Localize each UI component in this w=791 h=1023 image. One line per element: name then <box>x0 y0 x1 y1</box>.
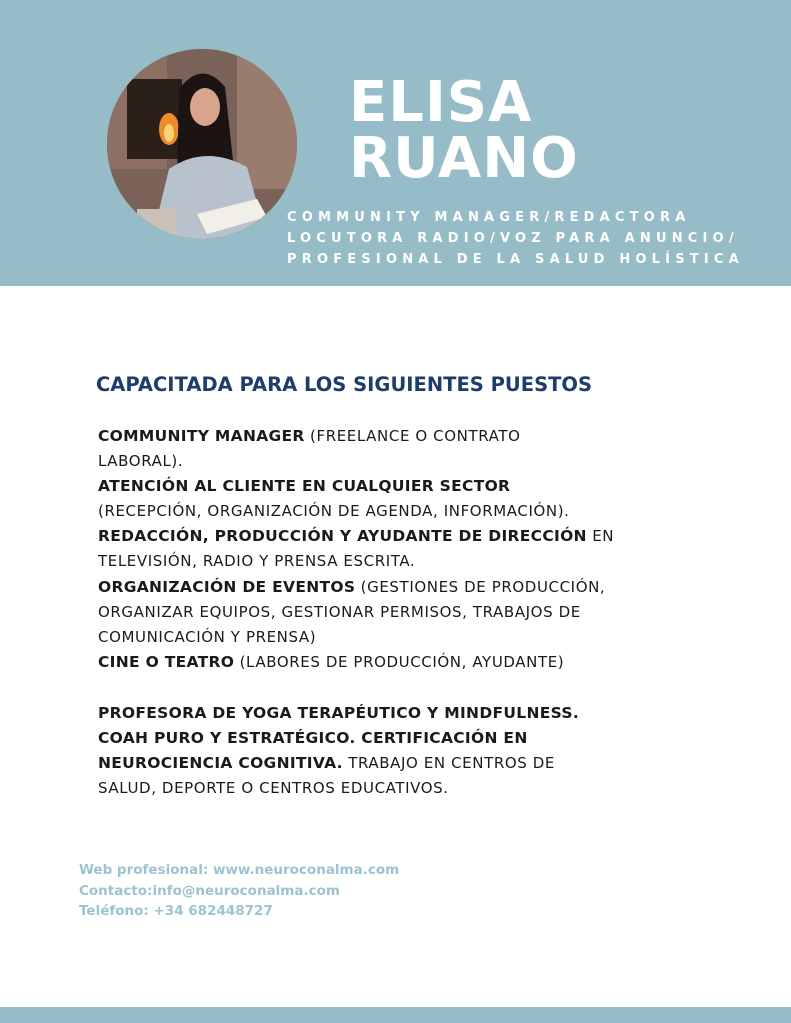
positions-line-10-text: (LABORES DE PRODUCCIÓN, AYUDANTE) <box>234 652 565 671</box>
positions-line-2 <box>98 449 718 474</box>
wellness-line-3-bold: NEUROCIENCIA COGNITIVA. <box>98 754 343 773</box>
positions-line-4-text: (RECEPCIÓN, ORGANIZACIÓN DE AGENDA, INFORMACIÓN). <box>98 502 570 521</box>
contact-block <box>79 860 399 922</box>
footer-bar <box>0 1007 791 1023</box>
positions-line-2-text: LABORAL). <box>98 452 184 471</box>
positions-line-10 <box>98 650 718 675</box>
positions-list <box>98 424 718 675</box>
positions-line-7-text: (GESTIONES DE PRODUCCIÓN, <box>355 577 606 596</box>
positions-line-3 <box>98 474 718 499</box>
positions-line-6-text: TELEVISIÓN, RADIO Y PRENSA ESCRITA. <box>98 552 416 571</box>
contact-email-link[interactable]: Contacto:info@neuroconalma.com <box>79 882 340 899</box>
roles-line-2: LOCUTORA RADIO/VOZ PARA ANUNCIO/ <box>287 231 739 246</box>
positions-line-3-bold: ATENCIÓN AL CLIENTE EN CUALQUIER SECTOR <box>98 477 511 496</box>
header-banner <box>0 0 791 286</box>
positions-line-4 <box>98 499 718 524</box>
contact-web-link[interactable]: Web profesional: www.neuroconalma.com <box>79 862 400 878</box>
positions-line-5 <box>98 524 718 549</box>
positions-line-1-text: (FREELANCE O CONTRATO <box>304 427 521 445</box>
wellness-line-4-text: SALUD, DEPORTE O CENTROS EDUCATIVOS. <box>98 779 449 798</box>
positions-line-8 <box>98 600 718 625</box>
positions-line-10-bold: CINE O TEATRO <box>98 652 235 671</box>
positions-line-1-bold: COMMUNITY MANAGER <box>98 427 305 445</box>
wellness-line-1-bold: PROFESORA DE YOGA TERAPÉUTICO Y MINDFULNESS. <box>98 704 580 722</box>
wellness-line-3-text: TRABAJO EN CENTROS DE <box>342 754 555 773</box>
positions-line-9-text: COMUNICACIÓN Y PRENSA) <box>98 627 317 646</box>
wellness-line-4 <box>98 776 718 801</box>
wellness-paragraph <box>98 701 718 801</box>
positions-line-9 <box>98 625 718 650</box>
wellness-line-1 <box>98 701 718 726</box>
roles-line-3: PROFESIONAL DE LA SALUD HOLÍSTICA <box>287 252 744 267</box>
name-last: RUANO <box>349 126 579 191</box>
contact-phone[interactable]: Teléfono: +34 682448727 <box>79 903 273 919</box>
name-first: ELISA <box>349 70 533 135</box>
positions-line-8-text: ORGANIZAR EQUIPOS, GESTIONAR PERMISOS, TRABAJOS DE <box>98 602 581 621</box>
positions-line-1 <box>98 424 718 449</box>
positions-line-7-bold: ORGANIZACIÓN DE EVENTOS <box>98 577 356 596</box>
wellness-line-3 <box>98 751 718 776</box>
wellness-line-2-bold: COAH PURO Y ESTRATÉGICO. CERTIFICACIÓN EN <box>98 729 528 748</box>
positions-line-5-text: EN <box>586 527 615 546</box>
positions-line-6 <box>98 549 718 574</box>
profile-photo <box>107 49 297 239</box>
wellness-line-2 <box>98 726 718 751</box>
positions-line-5-bold: REDACCIÓN, PRODUCCIÓN Y AYUDANTE DE DIRECCIÓN <box>98 527 587 546</box>
section-title: CAPACITADA PARA LOS SIGUIENTES PUESTOS <box>96 373 593 396</box>
positions-line-7 <box>98 575 718 600</box>
roles-line-1: COMMUNITY MANAGER/REDACTORA <box>287 210 691 225</box>
